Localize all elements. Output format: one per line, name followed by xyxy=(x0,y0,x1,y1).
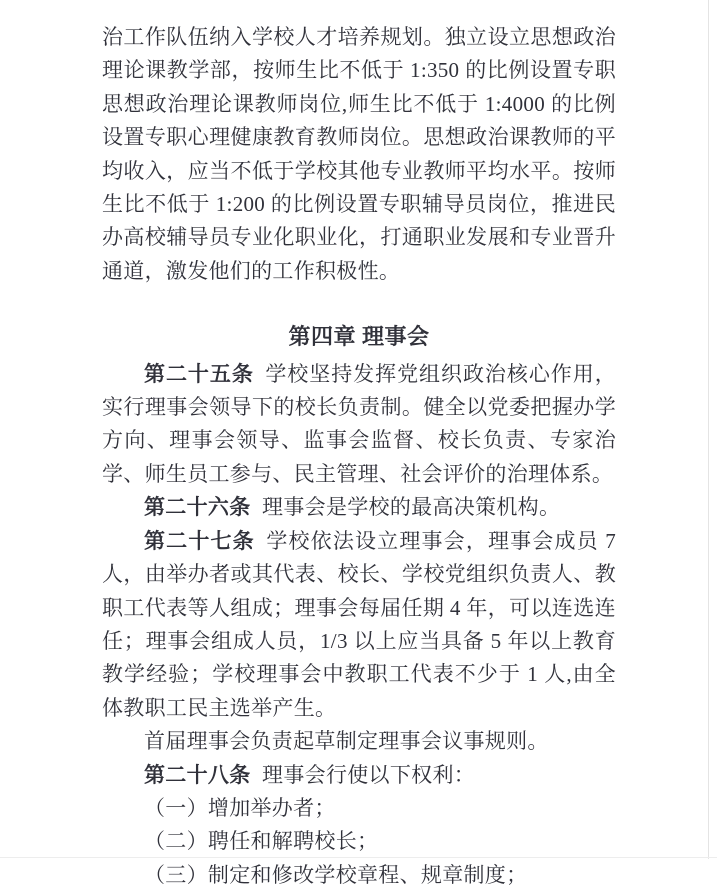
paragraph xyxy=(102,491,616,524)
article-number: 第二十五条 xyxy=(144,361,254,386)
document-content xyxy=(102,21,616,892)
list-item xyxy=(102,859,616,892)
paragraph xyxy=(102,21,616,288)
paragraph-text: 治工作队伍纳入学校人才培养规划。独立设立思想政治理论课教学部，按师生比不低于 1:350 的比例设置专职思想政治理论课教师岗位,师生比不低于 1:4000 的比例设置专职心理健康教育教师岗位。思想政治课教师的平均收入，应当不低于学校其他专业教师平均水平。按师生比不低于 1:200 的比例设置专职辅导员岗位，推进民办高校辅导员专业化职业化，打通职业发展和专业晋升通道，激发他们的工作积极性。 xyxy=(102,25,616,283)
article-number: 第二十七条 xyxy=(144,528,255,553)
paragraph-text: 理事会行使以下权利： xyxy=(262,762,476,787)
article-number: 第二十八条 xyxy=(144,762,251,787)
paragraph-text: 首届理事会负责起草制定理事会议事规则。 xyxy=(144,729,549,754)
list-item-text: （三）制定和修改学校章程、规章制度； xyxy=(144,862,528,887)
paragraph xyxy=(102,725,616,758)
paragraph xyxy=(102,358,616,492)
list-item-text: （二）聘任和解聘校长； xyxy=(144,829,379,854)
list-item-text: （一）增加举办者； xyxy=(144,795,336,820)
article-number: 第二十六条 xyxy=(144,495,251,520)
page-bottom-line xyxy=(0,857,717,858)
paragraph-text: 学校坚持发挥党组织政治核心作用，实行理事会领导下的校长负责制。健全以党委把握办学方向、理事会领导、监事会监督、校长负责、专家治学、师生员工参与、民主管理、社会评价的治理体系。 xyxy=(102,361,616,486)
paragraph-text: 学校依法设立理事会，理事会成员 7 人，由举办者或其代表、校长、学校党组织负责人、教职工代表等人组成；理事会每届任期 4 年，可以连选连任；理事会组成人员，1/3 以上应当具备 5 年以上教育教学经验；学校理事会中教职工代表不少于 1 人,由全体教职工民主选举产生。 xyxy=(102,528,616,720)
list-item xyxy=(102,825,616,858)
paragraph xyxy=(102,525,616,725)
paragraph-text: 理事会是学校的最高决策机构。 xyxy=(262,495,561,520)
page-edge-line xyxy=(708,0,709,859)
chapter-heading: 第四章 理事会 xyxy=(288,324,430,350)
list-item xyxy=(102,792,616,825)
paragraph xyxy=(102,759,616,792)
